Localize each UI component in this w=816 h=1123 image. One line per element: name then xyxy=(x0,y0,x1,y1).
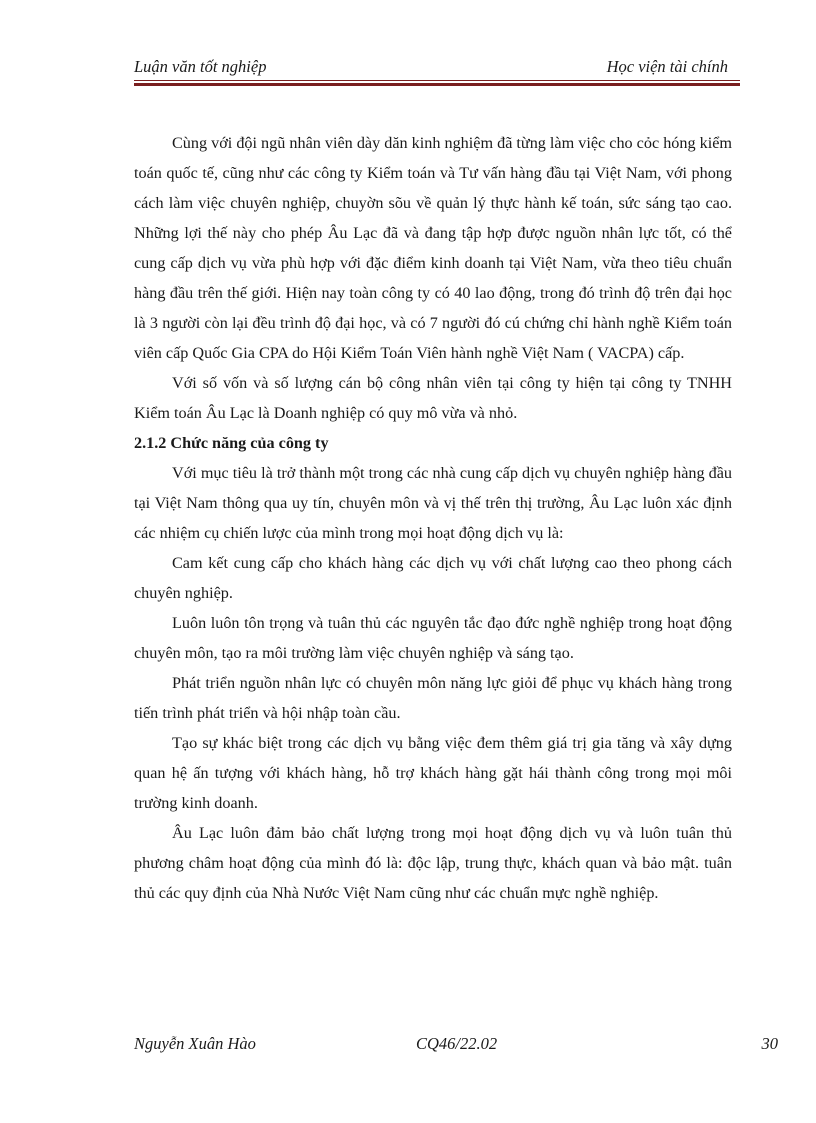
page-number: 30 xyxy=(761,1034,778,1053)
header-rule-thick xyxy=(134,83,740,86)
paragraph-staff: Cùng với đội ngũ nhân viên dày dăn kinh nghiệm đã từng làm việc cho cỏc hóng kiểm toán quốc tế, cũng như các công ty Kiểm toán và Tư vấn hàng đầu tại Việt Nam, với phong cách làm việc chuyên nghiệp, chuyờn sõu về quản lý thực hành kế toán, sức sáng tạo cao. Những lợi thế này cho phép Âu Lạc đã và đang tập hợp được nguồn nhân lực tốt, có thể cung cấp dịch vụ vừa phù hợp với đặc điểm kinh doanh tại Việt Nam, vừa theo tiêu chuẩn hàng đầu trên thế giới. Hiện nay toàn công ty có 40 lao động, trong đó trình độ trên đại học là 3 người còn lại đều trình độ đại học, và có 7 người đó cú chứng chỉ hành nghề Kiểm toán viên cấp Quốc Gia CPA do Hội Kiểm Toán Viên hành nghề Việt Nam ( VACPA) cấp. xyxy=(134,134,732,362)
paragraph-commitment: Cam kết cung cấp cho khách hàng các dịch vụ với chất lượng cao theo phong cách chuyên nghiệp. xyxy=(134,554,732,602)
paragraph-scale: Với số vốn và số lượng cán bộ công nhân viên tại công ty hiện tại công ty TNHH Kiểm toán Âu Lạc là Doanh nghiệp có quy mô vừa và nhỏ. xyxy=(134,374,732,422)
paragraph-development: Phát triển nguồn nhân lực có chuyên môn năng lực giỏi để phục vụ khách hàng trong tiến trình phát triển và hội nhập toàn cầu. xyxy=(134,674,732,722)
section-heading: 2.1.2 Chức năng của công ty xyxy=(134,434,329,452)
paragraph-differentiation: Tạo sự khác biệt trong các dịch vụ bằng việc đem thêm giá trị gia tăng và xây dựng quan hệ ấn tượng với khách hàng, hỗ trợ khách hàng gặt hái thành công trong mọi môi trường kinh doanh. xyxy=(134,734,732,812)
paragraph-ethics: Luôn luôn tôn trọng và tuân thủ các nguyên tắc đạo đức nghề nghiệp trong hoạt động chuyên môn, tạo ra môi trường làm việc chuyên nghiệp và sáng tạo. xyxy=(134,614,732,662)
footer-author: Nguyễn Xuân Hào xyxy=(134,1034,256,1053)
page-footer xyxy=(134,1034,778,1056)
page-header xyxy=(134,57,740,79)
header-rule-thin xyxy=(134,80,740,81)
page-body xyxy=(134,128,732,908)
footer-class-code: CQ46/22.02 xyxy=(416,1034,498,1053)
header-thesis-title: Luận văn tốt nghiệp xyxy=(134,57,267,76)
header-institution: Học viện tài chính xyxy=(606,57,728,76)
paragraph-mission: Với mục tiêu là trở thành một trong các nhà cung cấp dịch vụ chuyên nghiệp hàng đầu tại Việt Nam thông qua uy tín, chuyên môn và vị thế trên thị trường, Âu Lạc luôn xác định các nhiệm cụ chiến lược của mình trong mọi hoạt động dịch vụ là: xyxy=(134,464,732,542)
paragraph-quality: Âu Lạc luôn đảm bảo chất lượng trong mọi hoạt động dịch vụ và luôn tuân thủ phương châm hoạt động của mình đó là: độc lập, trung thực, khách quan và bảo mật. tuân thủ các quy định của Nhà Nước Việt Nam cũng như các chuẩn mực nghề nghiệp. xyxy=(134,824,732,902)
